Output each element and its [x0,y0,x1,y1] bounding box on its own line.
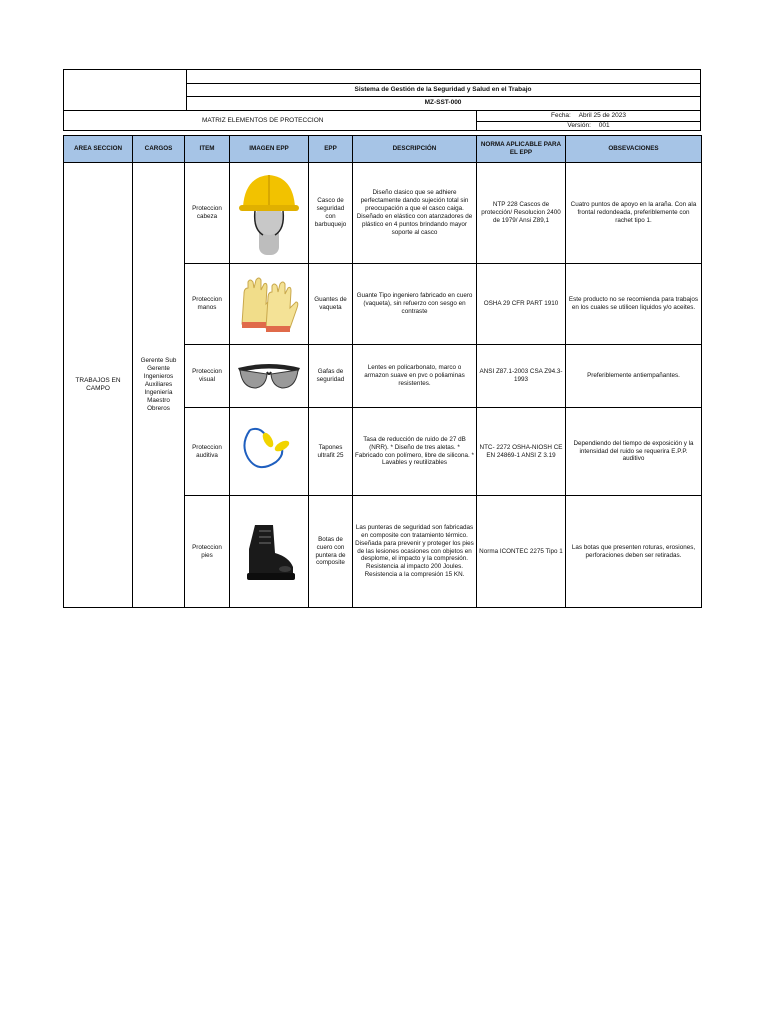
image-cell [230,408,309,496]
hard-hat-icon [235,169,303,257]
epp-cell: Botas de cuero con puntera de composite [309,496,353,608]
version-field [477,120,700,131]
epp-cell: Guantes de vaqueta [309,264,353,345]
matrix-title: MATRIZ ELEMENTOS DE PROTECCION [64,110,477,131]
date-label: Fecha: [550,112,571,119]
description-cell: Tasa de reducción de ruido de 27 dB (NRR). * Diseño de tres aletas. * Fabricado con polímero, libre de silicona. * Lavables y reutilizables [353,408,477,496]
system-title: Sistema de Gestión de la Seguridad y Salud en el Trabajo [186,83,700,97]
document-code: MZ-SST-000 [186,96,700,111]
document-sheet [63,69,701,608]
observaciones-cell: Este producto no se recomienda para trabajos en los cuales se utilicen liquidos y/o aceites. [566,264,702,345]
col-header: IMAGEN EPP [230,136,309,163]
item-cell: Proteccion pies [185,496,230,608]
norma-cell: ANSI Z87.1-2003 CSA Z94.3-1993 [477,345,566,408]
col-header: OBSEVACIONES [566,136,702,163]
norma-cell: NTC- 2272 OSHA-NIOSH CE EN 24869-1 ANSI Z 3.19 [477,408,566,496]
item-cell: Proteccion manos [185,264,230,345]
col-header: DESCRIPCIÓN [353,136,477,163]
col-header: AREA SECCION [64,136,133,163]
col-header: EPP [309,136,353,163]
norma-cell: Norma ICONTEC 2275 Tipo 1 [477,496,566,608]
image-cell [230,264,309,345]
observaciones-cell: Cuatro puntos de apoyo en la araña. Con ala frontal redondeada, preferiblemente con rachet tipo 1. [566,163,702,264]
logo-cell [64,70,187,110]
observaciones-cell: Las botas que presenten roturas, erosiones, perforaciones deben ser retiradas. [566,496,702,608]
item-cell: Proteccion auditiva [185,408,230,496]
image-cell [230,496,309,608]
epp-cell: Tapones ultrafit 25 [309,408,353,496]
document-header [63,69,701,131]
earplugs-icon [236,424,302,480]
col-header: CARGOS [133,136,185,163]
item-cell: Proteccion visual [185,345,230,408]
version-value: 001 [598,122,610,129]
description-cell: Lentes en policarbonato, marco o armazon suave en pvc o poliaminas resistentes. [353,345,477,408]
table-header-row [64,136,702,163]
gloves-icon [236,274,302,334]
epp-matrix-table [63,135,702,608]
table-row [64,163,702,264]
observaciones-cell: Preferiblemente antiempañantes. [566,345,702,408]
description-cell: Guante Tipo ingeniero fabricado en cuero (vaqueta), sin refuerzo con sesgo en contraste [353,264,477,345]
description-cell: Las punteras de seguridad son fabricadas en composite con tratamiento térmico. Diseñada para prevenir y proteger los pies de las lesiones ocasiones con objetos en desplome, el impacto y la compresión. Resistencia al impacto 200 Joules. Resistencia a la compresión 15 KN. [353,496,477,608]
norma-cell: OSHA 29 CFR PART 1910 [477,264,566,345]
epp-cell: Gafas de seguridad [309,345,353,408]
norma-cell: NTP 228 Cascos de protección/ Resolucion 2400 de 1979/ Ansi Z89,1 [477,163,566,264]
cargos-cell: Gerente Sub Gerente Ingenieros Auxiliares Ingeniería Maestro Obreros [133,163,185,608]
date-value: Abril 25 de 2023 [578,112,627,119]
image-cell [230,345,309,408]
area-cell: TRABAJOS EN CAMPO [64,163,133,608]
safety-glasses-icon [234,354,304,398]
version-label: Versión: [567,122,591,129]
description-cell: Diseño clasico que se adhiere perfectamente dando sujeción total sin preocupación a que el casco caiga. Diseñado en elástico con atanzadores de plástico en 4 puntos brindando mayor soporte al casco [353,163,477,264]
image-cell [230,163,309,264]
col-header: ITEM [185,136,230,163]
safety-boot-icon [239,519,299,585]
col-header: NORMA APLICABLE PARA EL EPP [477,136,566,163]
header-blank-line [186,70,700,84]
epp-cell: Casco de seguridad con barbuquejo [309,163,353,264]
item-cell: Proteccion cabeza [185,163,230,264]
observaciones-cell: Dependiendo del tiempo de exposición y la intensidad del ruido se requerira E.P.P. auditivo [566,408,702,496]
